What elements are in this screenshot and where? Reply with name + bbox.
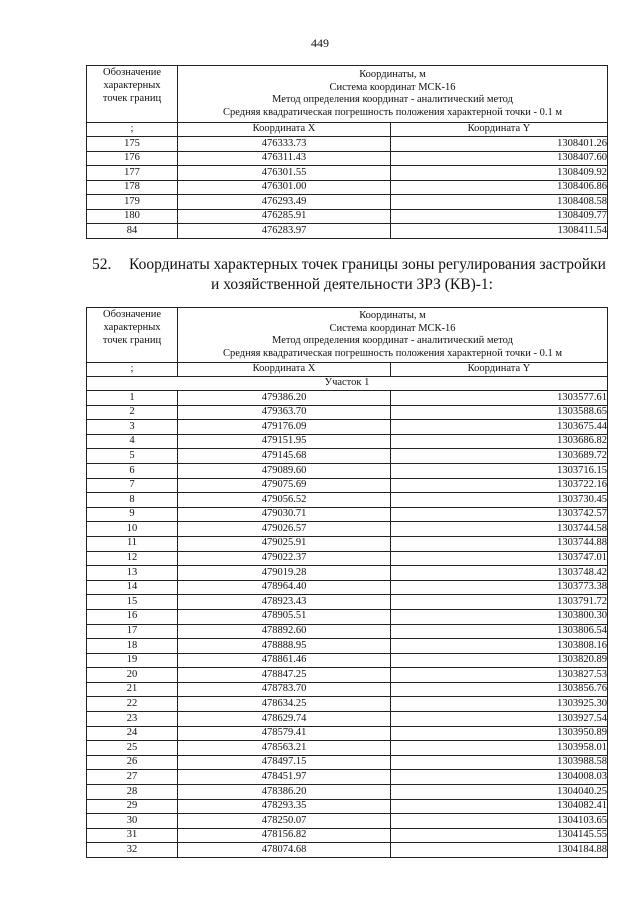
table-row <box>87 580 608 595</box>
coordinate-x: 476301.55 <box>178 166 391 181</box>
point-number: 177 <box>87 166 178 181</box>
coordinate-x: 479386.20 <box>178 391 391 406</box>
coordinate-y: 1303588.65 <box>391 405 608 420</box>
coordinate-x: 478861.46 <box>178 653 391 668</box>
header-point-label: Обозначение характерных точек границ <box>87 308 178 363</box>
coordinate-y: 1303730.45 <box>391 493 608 508</box>
point-number: 175 <box>87 137 178 152</box>
coordinate-x: 476283.97 <box>178 224 391 239</box>
coordinate-y: 1303748.42 <box>391 566 608 581</box>
coordinate-y: 1303689.72 <box>391 449 608 464</box>
coordinate-y: 1304008.03 <box>391 770 608 785</box>
point-number: 10 <box>87 522 178 537</box>
table-row <box>87 551 608 566</box>
point-number: 23 <box>87 712 178 727</box>
table-row <box>87 653 608 668</box>
header-x: Координата X <box>178 123 391 137</box>
table-row <box>87 224 608 239</box>
table-row <box>87 493 608 508</box>
point-number: 12 <box>87 551 178 566</box>
table-row <box>87 151 608 166</box>
header-coordinate-system: Координаты, м Система координат МСК-16 Метод определения координат - аналитический метод Средняя квадратическая погрешность положения характерной точки - 0.1 м <box>178 308 608 363</box>
coordinate-x: 478293.35 <box>178 799 391 814</box>
coordinate-x: 479363.70 <box>178 405 391 420</box>
coordinate-y: 1304040.25 <box>391 785 608 800</box>
table-row <box>87 420 608 435</box>
table-row <box>87 770 608 785</box>
coordinate-x: 476301.00 <box>178 180 391 195</box>
table-row <box>87 209 608 224</box>
header-y: Координата Y <box>391 123 608 137</box>
coordinate-x: 476285.91 <box>178 209 391 224</box>
point-number: 4 <box>87 434 178 449</box>
table-row <box>87 166 608 181</box>
coordinate-x: 478579.41 <box>178 726 391 741</box>
point-number: 176 <box>87 151 178 166</box>
table-row <box>87 843 608 858</box>
point-number: 5 <box>87 449 178 464</box>
coordinate-y: 1303577.61 <box>391 391 608 406</box>
coordinate-x: 478892.60 <box>178 624 391 639</box>
coordinate-y: 1303773.38 <box>391 580 608 595</box>
coordinate-y: 1303950.89 <box>391 726 608 741</box>
coordinate-x: 479089.60 <box>178 463 391 478</box>
table-row <box>87 566 608 581</box>
coordinate-y: 1308411.54 <box>391 224 608 239</box>
table-row <box>87 639 608 654</box>
table-row <box>87 405 608 420</box>
table-row <box>87 180 608 195</box>
coordinate-x: 479056.52 <box>178 493 391 508</box>
point-number: 15 <box>87 595 178 610</box>
table-row <box>87 609 608 624</box>
point-number: 24 <box>87 726 178 741</box>
table-row <box>87 785 608 800</box>
point-number: 9 <box>87 507 178 522</box>
coordinate-x: 479025.91 <box>178 536 391 551</box>
coordinate-x: 479075.69 <box>178 478 391 493</box>
point-number: 28 <box>87 785 178 800</box>
point-number: 179 <box>87 195 178 210</box>
coordinate-y: 1303744.58 <box>391 522 608 537</box>
point-number: 25 <box>87 741 178 756</box>
coordinate-x: 478629.74 <box>178 712 391 727</box>
coordinate-y: 1308406.86 <box>391 180 608 195</box>
coordinate-y: 1303808.16 <box>391 639 608 654</box>
coordinate-y: 1303820.89 <box>391 653 608 668</box>
coordinate-y: 1303744.88 <box>391 536 608 551</box>
coordinate-x: 478156.82 <box>178 828 391 843</box>
header-point-label: Обозначение характерных точек границ <box>87 66 178 123</box>
coordinate-y: 1304082.41 <box>391 799 608 814</box>
plot-subheading: Участок 1 <box>87 377 608 391</box>
coordinate-x: 479145.68 <box>178 449 391 464</box>
table-row <box>87 137 608 152</box>
coordinate-y: 1303716.15 <box>391 463 608 478</box>
point-number: 21 <box>87 682 178 697</box>
coordinate-y: 1303925.30 <box>391 697 608 712</box>
point-number: 1 <box>87 391 178 406</box>
coordinate-y: 1308407.60 <box>391 151 608 166</box>
table-row <box>87 697 608 712</box>
point-number: 32 <box>87 843 178 858</box>
page-number: 449 <box>311 36 329 50</box>
coordinate-x: 478386.20 <box>178 785 391 800</box>
table-row <box>87 522 608 537</box>
coordinate-x: 478888.95 <box>178 639 391 654</box>
table-row <box>87 624 608 639</box>
point-number: 2 <box>87 405 178 420</box>
coordinate-y: 1304103.65 <box>391 814 608 829</box>
table-row <box>87 536 608 551</box>
point-number: 29 <box>87 799 178 814</box>
coordinate-y: 1303827.53 <box>391 668 608 683</box>
coordinates-table-2 <box>86 307 608 858</box>
coordinate-y: 1303988.58 <box>391 755 608 770</box>
table-row <box>87 668 608 683</box>
table-row <box>87 726 608 741</box>
coordinate-y: 1303856.76 <box>391 682 608 697</box>
coordinate-x: 476333.73 <box>178 137 391 152</box>
coordinate-y: 1303675.44 <box>391 420 608 435</box>
point-number: 14 <box>87 580 178 595</box>
table-row <box>87 507 608 522</box>
table-row <box>87 712 608 727</box>
point-number: 180 <box>87 209 178 224</box>
header-point-subcell: ; <box>87 123 178 137</box>
table-row <box>87 799 608 814</box>
point-number: 20 <box>87 668 178 683</box>
coordinate-x: 479022.37 <box>178 551 391 566</box>
coordinate-y: 1303722.16 <box>391 478 608 493</box>
point-number: 84 <box>87 224 178 239</box>
coordinate-x: 478497.15 <box>178 755 391 770</box>
coordinate-y: 1308408.58 <box>391 195 608 210</box>
coordinate-x: 476293.49 <box>178 195 391 210</box>
coordinate-x: 478074.68 <box>178 843 391 858</box>
coordinate-x: 478563.21 <box>178 741 391 756</box>
coordinate-y: 1303958.01 <box>391 741 608 756</box>
table-row <box>87 463 608 478</box>
coordinate-x: 478451.97 <box>178 770 391 785</box>
point-number: 27 <box>87 770 178 785</box>
section-title-line-2: и хозяйственной деятельности ЗРЗ (КВ)-1: <box>211 276 493 293</box>
table-row <box>87 478 608 493</box>
coordinate-x: 478250.07 <box>178 814 391 829</box>
point-number: 11 <box>87 536 178 551</box>
coordinate-y: 1303800.30 <box>391 609 608 624</box>
coordinates-table-1 <box>86 65 608 239</box>
coordinate-x: 478964.40 <box>178 580 391 595</box>
coordinate-y: 1303747.01 <box>391 551 608 566</box>
coordinate-x: 476311.43 <box>178 151 391 166</box>
point-number: 16 <box>87 609 178 624</box>
table-row <box>87 741 608 756</box>
point-number: 8 <box>87 493 178 508</box>
header-point-subcell: ; <box>87 363 178 377</box>
header-x: Координата X <box>178 363 391 377</box>
coordinate-y: 1304145.55 <box>391 828 608 843</box>
coordinate-x: 479019.28 <box>178 566 391 581</box>
coordinate-y: 1304184.88 <box>391 843 608 858</box>
coordinate-x: 478783.70 <box>178 682 391 697</box>
coordinate-y: 1308409.77 <box>391 209 608 224</box>
point-number: 178 <box>87 180 178 195</box>
coordinate-x: 478847.25 <box>178 668 391 683</box>
table-row <box>87 682 608 697</box>
point-number: 17 <box>87 624 178 639</box>
coordinate-y: 1303791.72 <box>391 595 608 610</box>
coordinate-x: 478905.51 <box>178 609 391 624</box>
table-row <box>87 755 608 770</box>
point-number: 26 <box>87 755 178 770</box>
coordinate-x: 479176.09 <box>178 420 391 435</box>
coordinate-x: 479026.57 <box>178 522 391 537</box>
point-number: 6 <box>87 463 178 478</box>
header-y: Координата Y <box>391 363 608 377</box>
table-row <box>87 449 608 464</box>
coordinate-y: 1303927.54 <box>391 712 608 727</box>
section-number: 52. <box>92 256 112 273</box>
point-number: 18 <box>87 639 178 654</box>
point-number: 22 <box>87 697 178 712</box>
section-title-line-1: Координаты характерных точек границы зоны регулирования застройки <box>129 256 606 273</box>
coordinate-y: 1303686.82 <box>391 434 608 449</box>
point-number: 13 <box>87 566 178 581</box>
point-number: 19 <box>87 653 178 668</box>
table-row <box>87 195 608 210</box>
point-number: 3 <box>87 420 178 435</box>
table-row <box>87 391 608 406</box>
coordinate-y: 1303742.57 <box>391 507 608 522</box>
point-number: 31 <box>87 828 178 843</box>
coordinate-x: 478923.43 <box>178 595 391 610</box>
point-number: 30 <box>87 814 178 829</box>
table-row <box>87 828 608 843</box>
table-row <box>87 434 608 449</box>
table-row <box>87 595 608 610</box>
header-coordinate-system: Координаты, м Система координат МСК-16 Метод определения координат - аналитический метод Средняя квадратическая погрешность положения характерной точки - 0.1 м <box>178 66 608 123</box>
coordinate-x: 479151.95 <box>178 434 391 449</box>
table-row <box>87 814 608 829</box>
point-number: 7 <box>87 478 178 493</box>
coordinate-x: 478634.25 <box>178 697 391 712</box>
coordinate-y: 1303806.54 <box>391 624 608 639</box>
coordinate-x: 479030.71 <box>178 507 391 522</box>
coordinate-y: 1308409.92 <box>391 166 608 181</box>
coordinate-y: 1308401.26 <box>391 137 608 152</box>
